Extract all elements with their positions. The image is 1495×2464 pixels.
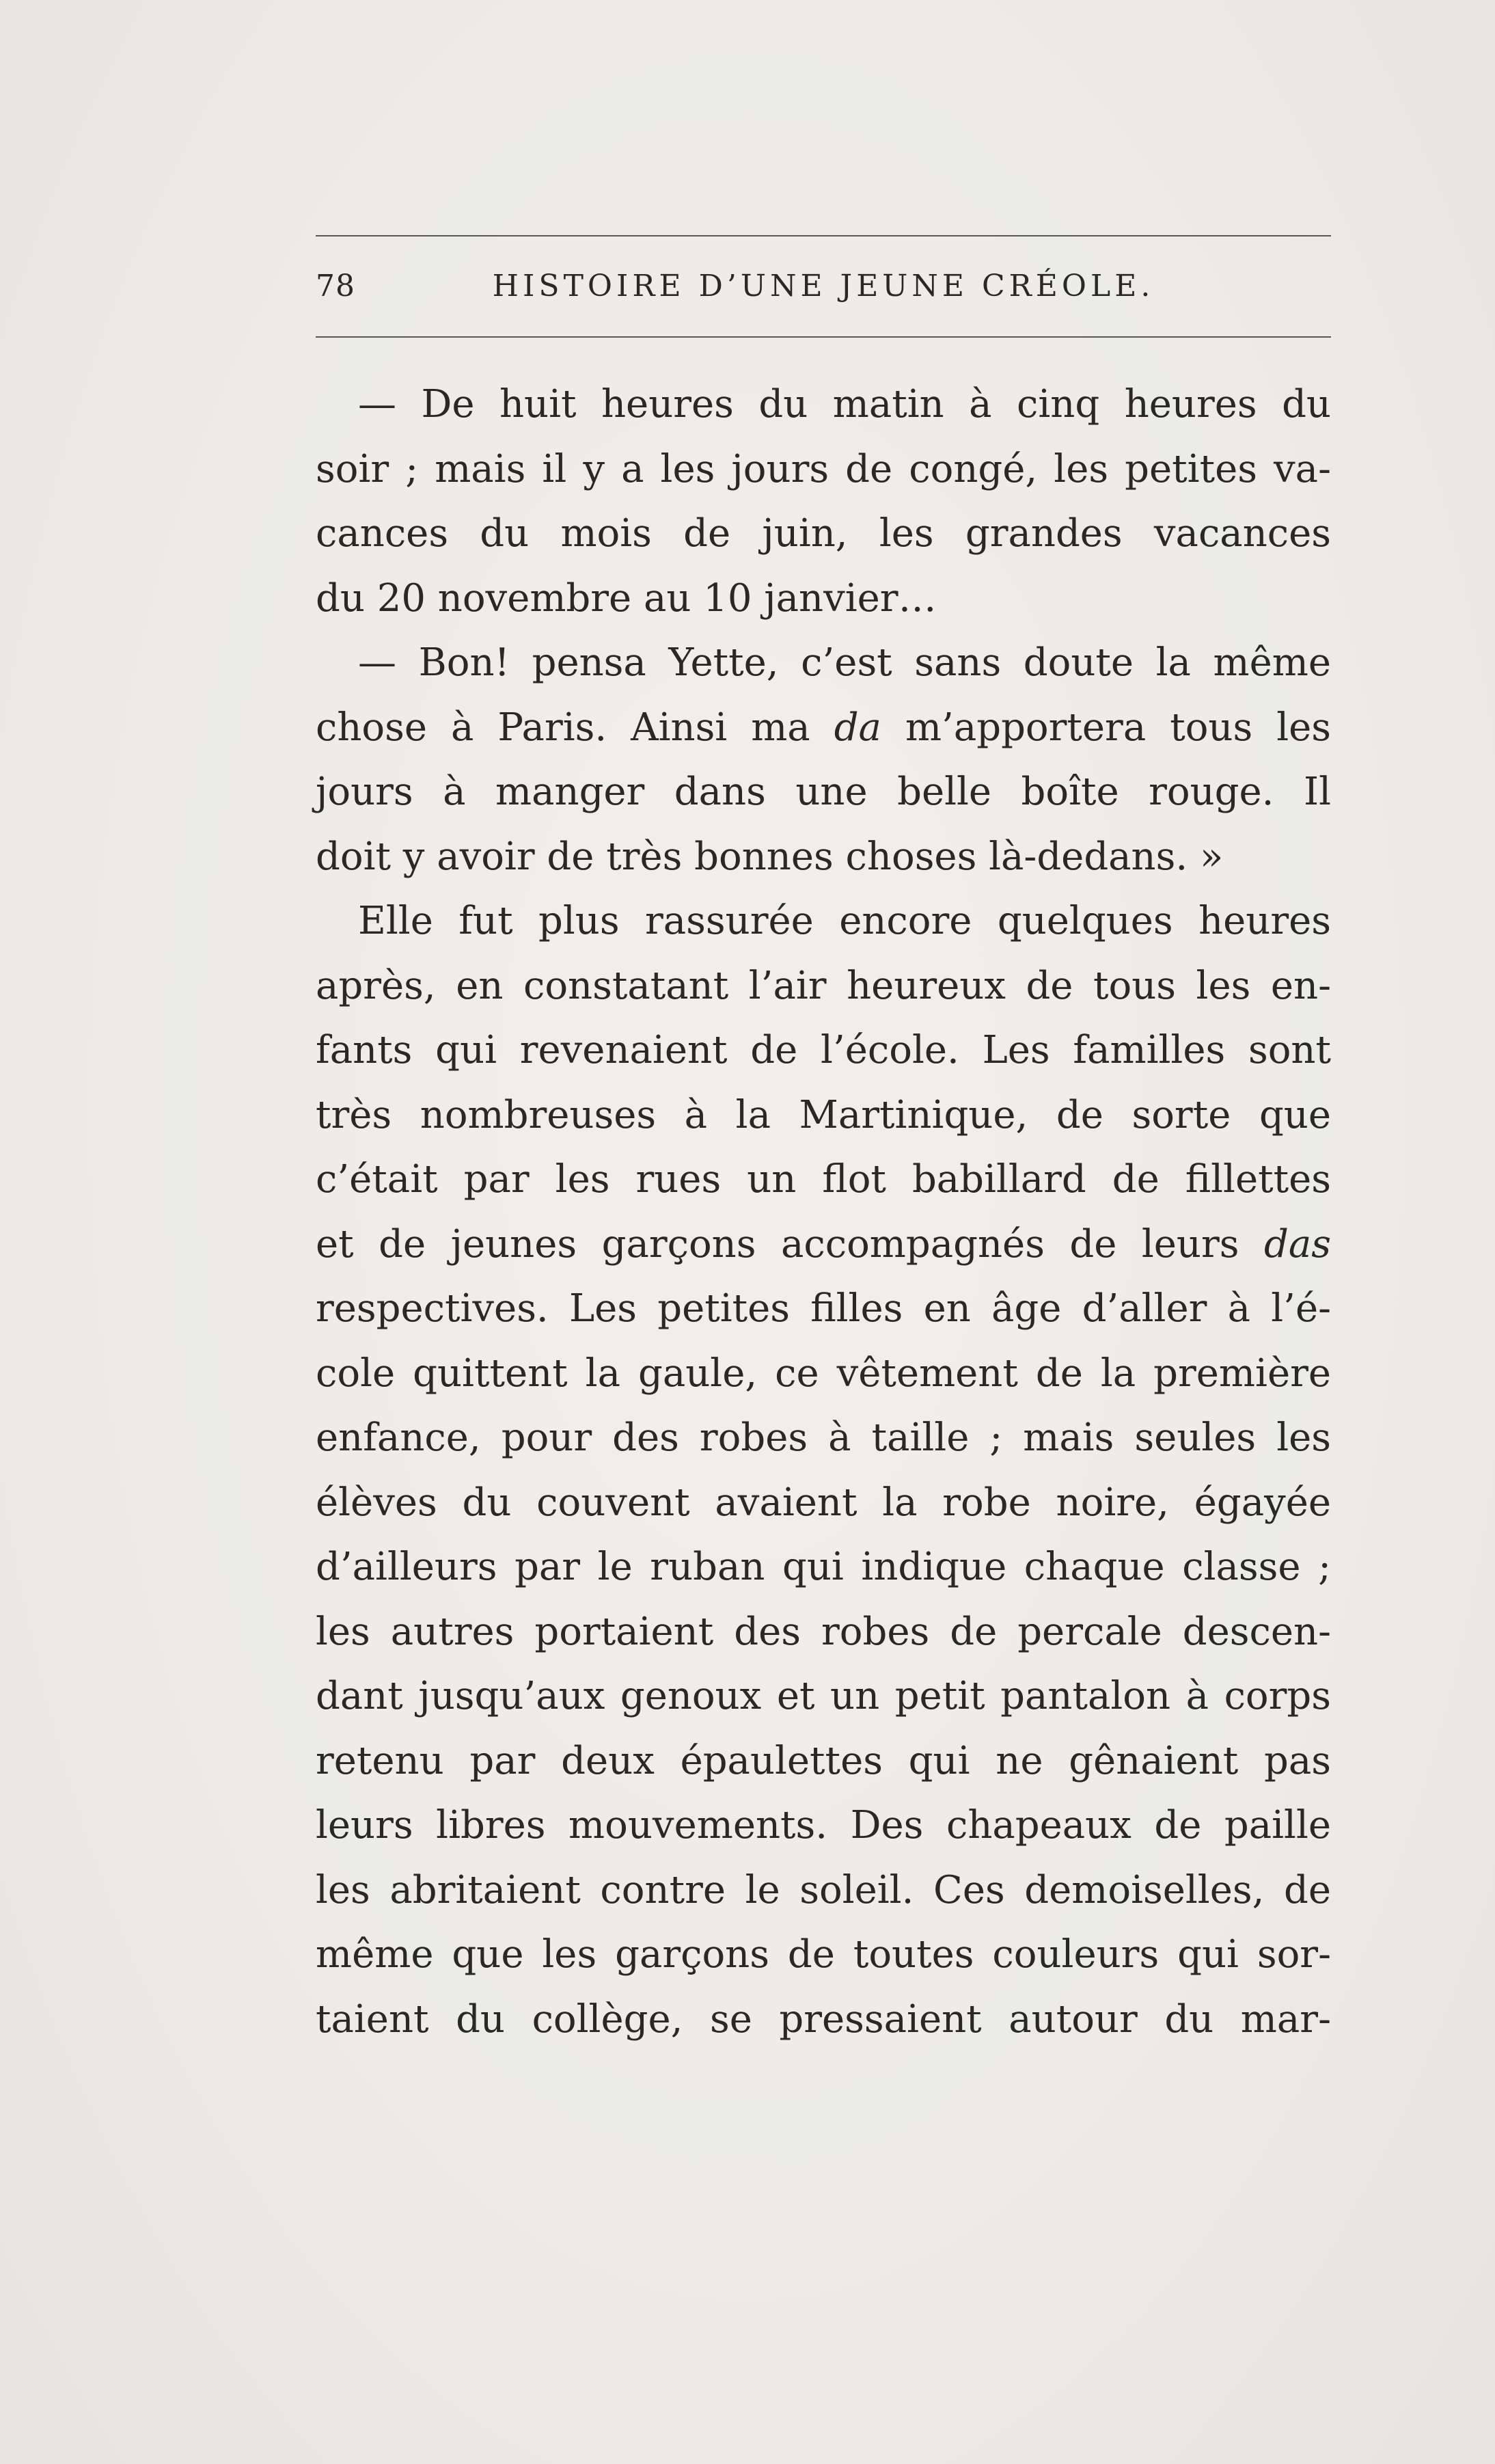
text-line: fants qui revenaient de l’école. Les familles sont <box>316 1028 1331 1072</box>
text-line: même que les garçons de toutes couleurs qui sor- <box>316 1932 1331 1977</box>
text-line: enfance, pour des robes à taille ; mais seules les <box>316 1416 1331 1460</box>
text-line: les abritaient contre le soleil. Ces demoiselles, de <box>316 1867 1331 1912</box>
text-line: cances du mois de juin, les grandes vacances <box>316 511 1331 556</box>
header-bottom-rule <box>316 336 1331 338</box>
text-line: retenu par deux épaulettes qui ne gênaient pas <box>316 1738 1331 1783</box>
text-line: très nombreuses à la Martinique, de sorte que <box>316 1092 1331 1137</box>
text-line: du 20 novembre au 10 janvier… <box>316 576 937 621</box>
text-segment: chose à Paris. Ainsi ma <box>316 705 810 750</box>
text-line: taient du collège, se pressaient autour du mar- <box>316 1996 1331 2042</box>
text-line: — De huit heures du matin à cinq heures du <box>358 382 1331 427</box>
body-text <box>316 373 1331 2052</box>
header-top-rule <box>316 235 1331 236</box>
italic-word: da <box>834 705 881 750</box>
text-line: cole quittent la gaule, ce vêtement de la première <box>316 1351 1331 1396</box>
text-line: — Bon! pensa Yette, c’est sans doute la même <box>358 640 1331 685</box>
text-line: après, en constatant l’air heureux de tous les en- <box>316 963 1331 1008</box>
running-title: HISTOIRE D’UNE JEUNE CRÉOLE. <box>492 269 1155 303</box>
text-line <box>316 1213 1331 1277</box>
text-line: Elle fut plus rassurée encore quelques heures <box>358 899 1331 943</box>
text-line: élèves du couvent avaient la robe noire, égayée <box>316 1480 1331 1525</box>
text-line: jours à manger dans une belle boîte rouge. Il <box>316 770 1331 814</box>
page-number: 78 <box>316 269 355 303</box>
text-line: les autres portaient des robes de percale descen- <box>316 1609 1331 1654</box>
text-line <box>316 696 1331 761</box>
text-line: dant jusqu’aux genoux et un petit pantalon à corps <box>316 1674 1331 1718</box>
text-segment: et de jeunes garçons accompagnés de leurs <box>316 1221 1239 1267</box>
text-line: c’était par les rues un flot babillard de fillettes <box>316 1157 1331 1202</box>
text-line: doit y avoir de très bonnes choses là-dedans. » <box>316 834 1224 879</box>
text-segment: m’apportera tous les <box>905 705 1331 750</box>
italic-word: das <box>1264 1221 1331 1267</box>
text-line: respectives. Les petites filles en âge d’aller à l’é- <box>316 1286 1331 1331</box>
text-line: d’ailleurs par le ruban qui indique chaque classe ; <box>316 1545 1331 1589</box>
text-line: soir ; mais il y a les jours de congé, les petites va- <box>316 446 1331 491</box>
text-line: leurs libres mouvements. Des chapeaux de paille <box>316 1803 1331 1847</box>
running-header <box>316 262 1331 310</box>
